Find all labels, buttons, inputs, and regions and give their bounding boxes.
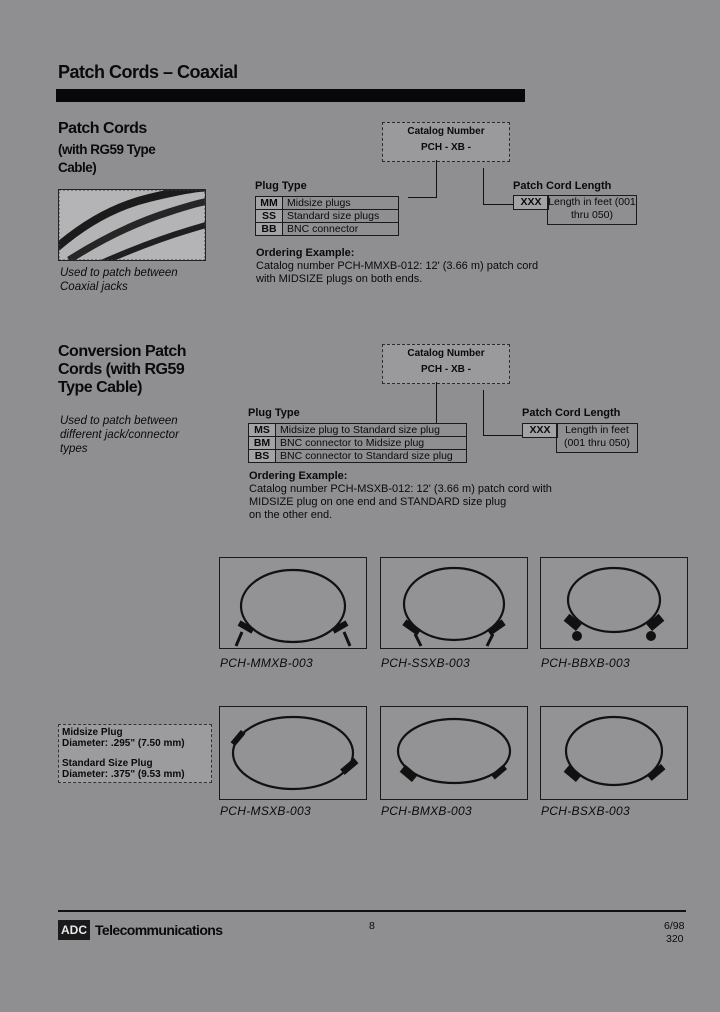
catalog-number-label: Catalog Number <box>407 126 485 137</box>
standard-value: Diameter: .375" (9.53 mm) <box>62 769 185 780</box>
plug-type-row <box>256 197 399 210</box>
patch-cord-photo <box>58 189 206 261</box>
plug-desc: BNC connector <box>283 223 399 236</box>
cable-photo-mmxb <box>219 557 367 649</box>
section2-note: Used to patch between different jack/connector types <box>60 415 179 455</box>
plug-type-table <box>248 423 467 463</box>
plug-code: SS <box>256 210 283 223</box>
example-line: Catalog number PCH-MSXB-012: 12' (3.66 m) patch cord with <box>249 483 552 495</box>
cable-label: PCH-MSXB-003 <box>220 804 311 818</box>
footer-code: 320 <box>666 933 684 945</box>
plug-type-row <box>256 223 399 236</box>
plug-connector-line <box>436 382 437 424</box>
catalog-number-code: PCH - XB - <box>421 142 471 153</box>
company-name: Telecommunications <box>95 922 223 938</box>
section1-title: Patch Cords <box>58 120 147 137</box>
plug-type-table <box>255 196 399 236</box>
length-code: XXX <box>513 195 549 210</box>
example-line: MIDSIZE plug on one end and STANDARD size plug <box>249 496 507 508</box>
cable-loop-icon <box>541 558 687 648</box>
length-code: XXX <box>522 423 558 438</box>
footer-rule <box>58 910 686 912</box>
plug-connector-line-h <box>408 197 437 198</box>
midsize-title: Midsize Plug <box>62 727 123 738</box>
plug-dimensions-box <box>58 724 212 783</box>
cable-label: PCH-SSXB-003 <box>381 656 470 670</box>
plug-code: MM <box>256 197 283 210</box>
example-line: on the other end. <box>249 509 333 521</box>
cable-loop-icon <box>381 558 527 648</box>
cable-label: PCH-BSXB-003 <box>541 804 630 818</box>
length-desc: Length in feet (001 thru 050) <box>547 195 637 225</box>
plug-type-row <box>249 450 467 463</box>
cable-photo-bsxb <box>540 706 688 800</box>
catalog-number-box <box>382 344 510 384</box>
length-desc: Length in feet (001 thru 050) <box>556 423 638 453</box>
cable-photo-bbxb <box>540 557 688 649</box>
footer-date: 6/98 <box>664 920 685 932</box>
cable-loop-icon <box>220 558 366 648</box>
example-heading: Ordering Example: <box>256 247 355 259</box>
cable-label: PCH-BBXB-003 <box>541 656 630 670</box>
example-line: Catalog number PCH-MMXB-012: 12' (3.66 m) patch cord <box>256 260 539 272</box>
plug-type-row <box>249 424 467 437</box>
adc-logo: ADC <box>58 920 90 940</box>
page-number: 8 <box>369 920 375 932</box>
plug-code: MS <box>249 424 276 437</box>
section1-note: Used to patch between Coaxial jacks <box>60 267 178 293</box>
patch-cord-photo-art <box>59 190 205 260</box>
page-title: Patch Cords – Coaxial <box>58 62 238 82</box>
midsize-value: Diameter: .295" (7.50 mm) <box>62 738 185 749</box>
catalog-number-box <box>382 122 510 162</box>
plug-connector-line <box>436 160 437 198</box>
plug-type-row <box>249 437 467 450</box>
cable-loop-icon <box>381 707 527 799</box>
standard-title: Standard Size Plug <box>62 758 153 769</box>
plug-desc: Midsize plug to Standard size plug <box>276 424 467 437</box>
cable-label: PCH-BMXB-003 <box>381 804 472 818</box>
example-line: with MIDSIZE plugs on both ends. <box>256 273 423 285</box>
plug-desc: Standard size plugs <box>283 210 399 223</box>
length-label: Patch Cord Length <box>522 407 621 419</box>
cable-photo-ssxb <box>380 557 528 649</box>
plug-type-label: Plug Type <box>248 407 300 419</box>
length-connector-line-h <box>483 204 513 205</box>
cable-photo-msxb <box>219 706 367 800</box>
plug-code: BM <box>249 437 276 450</box>
length-connector-line <box>483 390 484 436</box>
catalog-number-code: PCH - XB - <box>421 364 471 375</box>
cable-loop-icon <box>541 707 687 799</box>
cable-loop-icon <box>220 707 366 799</box>
plug-desc: Midsize plugs <box>283 197 399 210</box>
plug-type-row <box>256 210 399 223</box>
cable-photo-bmxb <box>380 706 528 800</box>
plug-code: BB <box>256 223 283 236</box>
length-connector-line-h <box>483 435 522 436</box>
plug-desc: BNC connector to Midsize plug <box>276 437 467 450</box>
plug-desc: BNC connector to Standard size plug <box>276 450 467 463</box>
section2-title: Conversion Patch Cords (with RG59 Type Cable) <box>58 343 187 396</box>
catalog-number-label: Catalog Number <box>407 348 485 359</box>
plug-type-label: Plug Type <box>255 180 307 192</box>
length-connector-line <box>483 168 484 205</box>
title-rule <box>56 89 525 102</box>
example-heading: Ordering Example: <box>249 470 348 482</box>
plug-code: BS <box>249 450 276 463</box>
section1-subtitle: (with RG59 Type Cable) <box>58 142 156 175</box>
length-label: Patch Cord Length <box>513 180 612 192</box>
cable-label: PCH-MMXB-003 <box>220 656 313 670</box>
